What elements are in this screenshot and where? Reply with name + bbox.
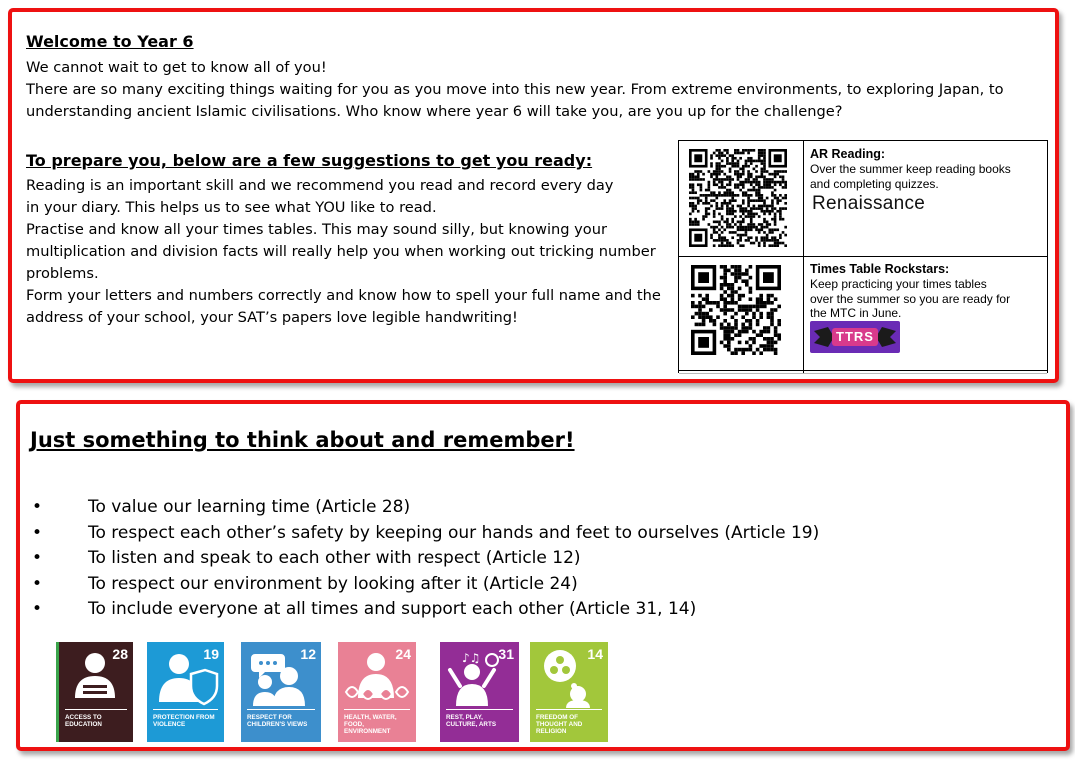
welcome-title: Welcome to Year 6 bbox=[26, 32, 194, 51]
article-card-28: 28 ACCESS TO EDUCATION bbox=[56, 642, 133, 742]
ttrs-logo: TTRS bbox=[810, 321, 900, 353]
qr-code-icon[interactable] bbox=[691, 265, 781, 355]
prepare-line: multiplication and division facts will really help you when working out tricking number bbox=[26, 243, 656, 260]
welcome-line: We cannot wait to get to know all of you! bbox=[26, 59, 327, 76]
remember-panel bbox=[16, 400, 1070, 751]
ar-reading-text: Over the summer keep reading books and completing quizzes. bbox=[810, 162, 1011, 191]
prepare-title: To prepare you, below are a few suggestions to get you ready: bbox=[26, 151, 593, 170]
article-card-24: 24 HEALTH, WATER, FOOD, ENVIRONMENT bbox=[338, 642, 416, 742]
qr-code-icon[interactable] bbox=[689, 149, 787, 247]
ar-reading-title: AR Reading: bbox=[810, 147, 885, 161]
renaissance-logo: Renaissance bbox=[812, 193, 926, 214]
prepare-text bbox=[26, 175, 676, 329]
prepare-line: Form your letters and numbers correctly and know how to spell your full name and the bbox=[26, 287, 661, 304]
prepare-line: problems. bbox=[26, 265, 99, 282]
resources-table bbox=[678, 140, 1048, 373]
welcome-text bbox=[26, 57, 1036, 123]
prepare-line: Reading is an important skill and we recommend you read and record every day bbox=[26, 177, 614, 194]
remember-title: Just something to think about and remember! bbox=[30, 428, 575, 452]
ttrs-text: Keep practicing your times tables over the summer so you are ready for the MTC in June. bbox=[810, 277, 1011, 320]
svg-text:♪♫: ♪♫ bbox=[462, 651, 481, 665]
list-item: • To listen and speak to each other with respect (Article 12) bbox=[32, 548, 581, 568]
ttrs-title: Times Table Rockstars: bbox=[810, 262, 950, 276]
list-item: • To include everyone at all times and support each other (Article 31, 14) bbox=[32, 599, 697, 619]
list-item: • To respect each other’s safety by keeping our hands and feet to ourselves (Article 19) bbox=[32, 522, 820, 543]
article-card-31: ♪♫ 31 REST, PLAY, CULTURE, ARTS bbox=[440, 642, 519, 742]
welcome-panel bbox=[8, 8, 1059, 383]
prepare-line: Practise and know all your times tables. This may sound silly, but knowing your bbox=[26, 221, 607, 238]
article-card-19: 19 PROTECTION FROM VIOLENCE bbox=[147, 642, 224, 742]
list-item: • To value our learning time (Article 28) bbox=[32, 497, 411, 517]
list-item: • To respect our environment by looking after it (Article 24) bbox=[32, 573, 578, 594]
prepare-line: address of your school, your SAT’s papers love legible handwriting! bbox=[26, 309, 518, 326]
rules-list bbox=[32, 495, 819, 623]
welcome-line: There are so many exciting things waiting for you as you move into this new year. From extreme environments, to exploring Japan, to understanding ancient Islamic civilisations. Who know where year 6 will take you, are you up for the challenge? bbox=[26, 81, 1004, 120]
prepare-line: in your diary. This helps us to see what YOU like to read. bbox=[26, 199, 437, 216]
article-card-14: 14 FREEDOM OF THOUGHT AND RELIGION bbox=[530, 642, 608, 742]
article-card-12: 12 RESPECT FOR CHILDREN'S VIEWS bbox=[241, 642, 321, 742]
